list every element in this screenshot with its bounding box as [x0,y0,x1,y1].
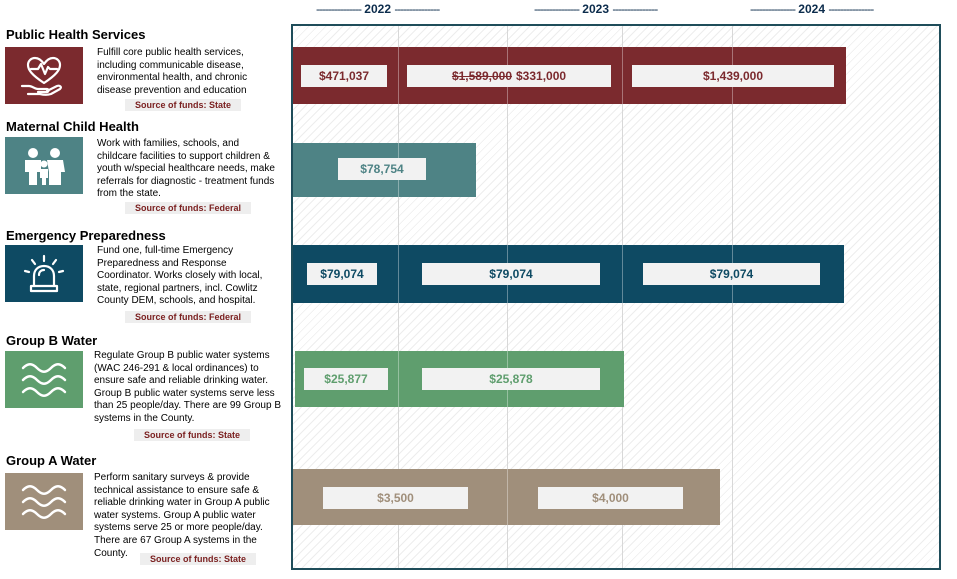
amount-value: $79,074 [709,267,754,281]
year-dash-right: --------------- [828,2,874,16]
amount-label [307,263,377,285]
year-dash-left: --------------- [750,2,795,16]
funding-bar-maternal-child-health [293,143,476,197]
program-description: Fulfill core public health services, including communicable disease, environmental health, and chronic disease prevention and education [97,47,248,96]
family-icon [5,137,83,194]
amount-label [643,263,820,285]
year-label: 2024 [798,2,825,16]
amount-label [338,158,426,180]
amount-value: $3,500 [377,491,414,505]
funding-bar-public-health [293,47,846,104]
amount-value: $78,754 [360,162,404,176]
funding-timeline-chart [291,24,941,570]
year-header-2022 [316,2,439,16]
bar-divider [398,245,399,303]
amount-value: $25,878 [489,372,533,386]
amount-value: $331,000 [516,69,567,83]
funding-bar-group-b-water [295,351,624,407]
source-of-funds: Source of funds: State [140,553,256,565]
struck-amount: $1,589,000 [451,69,512,83]
year-dash-right: --------------- [612,2,658,16]
amount-label [301,65,387,87]
bar-divider [398,47,399,104]
program-description: Work with families, schools, and childcare facilities to support children & youth w/special healthcare needs, make referrals for diagnostic - treatment funds from the state. [97,138,275,200]
funding-bar-emergency-preparedness [293,245,844,303]
amount-label [422,263,600,285]
amount-label [304,368,388,390]
program-title-emergency-preparedness: Emergency Preparedness [6,228,166,243]
water-waves-icon [5,351,83,408]
program-title-maternal-child-health: Maternal Child Health [6,119,139,134]
water-waves-icon [5,473,83,530]
program-description: Regulate Group B public water systems (WAC 246-291 & local ordinances) to ensure safe and reliable drinking water. Group B public water systems serve less than 25 people/day. There are 99 Group B systems in the County. [94,350,281,424]
source-of-funds: Source of funds: State [125,99,241,111]
amount-label [323,487,468,509]
source-of-funds: Source of funds: State [134,429,250,441]
program-title-public-health: Public Health Services [6,27,146,42]
bar-divider [507,469,508,525]
year-dash-left: --------------- [316,2,361,16]
bar-divider [622,47,623,104]
program-title-group-a-water: Group A Water [6,453,97,468]
program-title-group-b-water: Group B Water [6,333,98,348]
year-dash-right: --------------- [394,2,440,16]
source-of-funds: Source of funds: Federal [125,202,251,214]
source-of-funds: Source of funds: Federal [125,311,251,323]
amount-label [538,487,683,509]
year-header-2024 [750,2,873,16]
program-description: Fund one, full-time Emergency Preparedness and Response Coordinator. Works closely with local, state, regional partners, incl. Cowlitz County DEM, schools, and hospital. [97,245,263,307]
program-description: Perform sanitary surveys & provide technical assistance to ensure safe & reliable drinking water in Group A public water systems. Group A public water systems serve 25 or more people/day. There are 67 Group A systems in the County. [94,472,270,559]
year-label: 2022 [364,2,391,16]
year-dash-left: --------------- [534,2,579,16]
amount-value: $4,000 [592,491,629,505]
amount-value: $1,439,000 [702,69,764,83]
amount-value: $79,074 [489,267,533,281]
bar-divider [622,245,623,303]
amount-value: $25,877 [324,372,368,386]
amount-label [422,368,600,390]
year-label: 2023 [582,2,609,16]
alarm-siren-icon [5,245,83,302]
amount-value: $79,074 [320,267,364,281]
amount-label [407,65,611,87]
amount-label [632,65,834,87]
year-header-2023 [534,2,657,16]
funding-bar-group-a-water [293,469,720,525]
amount-value: $471,037 [318,69,370,83]
heart-in-hand-icon [5,47,83,104]
bar-divider [398,351,399,407]
